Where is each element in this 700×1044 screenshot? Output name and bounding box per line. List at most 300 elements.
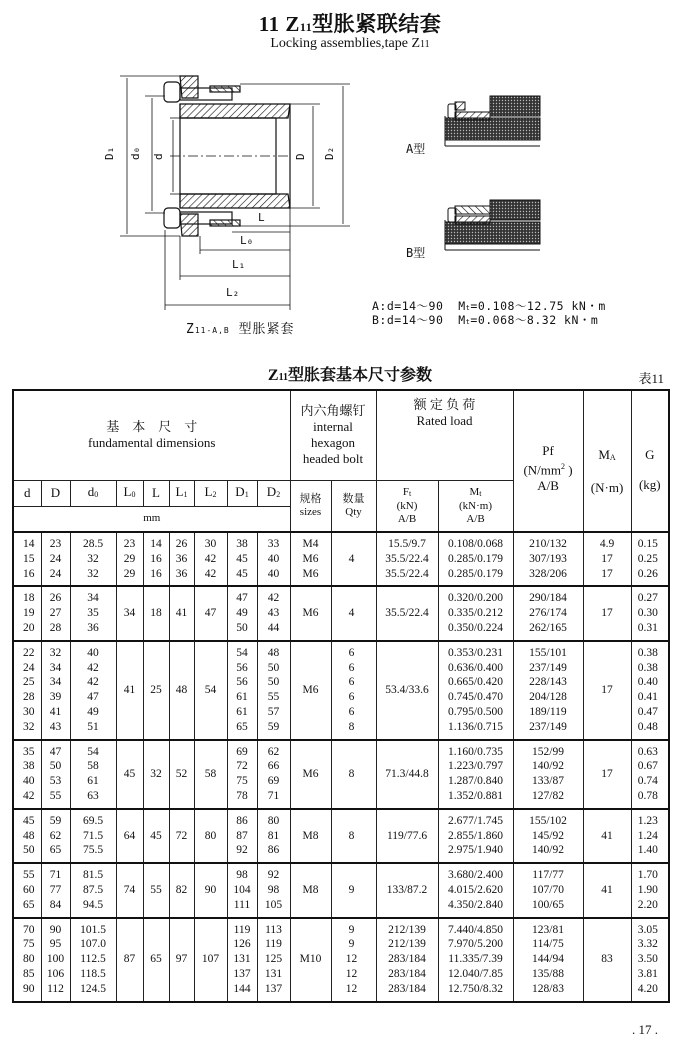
cell-value: 107/70 (532, 883, 564, 896)
cell-value: 55 (23, 869, 35, 882)
cell-value: 87.5 (82, 883, 104, 896)
col-L1-label: L (175, 483, 184, 499)
cell-value: 60 (23, 883, 35, 896)
cell-value: 95 (49, 938, 62, 951)
cell-value: 11.335/7.39 (448, 953, 503, 966)
spec-a-suffix: =0.108～12.75 kN・m (470, 299, 606, 313)
subtitle-text: Locking assemblies,tape Z (270, 36, 421, 51)
cell-sizes (290, 532, 331, 586)
cell-value: 65 (49, 844, 62, 857)
cell-value: 40 (267, 567, 280, 580)
cell-value: 48 (267, 646, 280, 659)
col-L0 (116, 480, 143, 506)
cell-value: 0.31 (637, 621, 658, 634)
header-ma (583, 390, 631, 532)
cell-sizes (290, 863, 331, 917)
ma-label: M (598, 447, 610, 462)
cell-d (13, 918, 41, 1002)
cell-D2 (257, 809, 290, 863)
col-ft-unit: (kN) (396, 499, 418, 512)
cell-value: 0.350/0.224 (448, 621, 503, 634)
cell-value: 72 (236, 760, 248, 773)
cell-value: 23 (49, 538, 62, 550)
cell-value: 35.5/22.4 (385, 607, 429, 620)
cell-value: 50 (23, 844, 35, 857)
cell-value: 0.38 (637, 661, 658, 674)
cell-value: 1.70 (637, 869, 658, 882)
cell-value: 61 (236, 691, 248, 704)
cell-value: 50 (267, 676, 280, 689)
cell-value: 40 (23, 775, 35, 788)
cell-value: 61 (236, 705, 248, 718)
cell-value: 1.24 (637, 829, 658, 842)
cell-value: 50 (49, 760, 62, 773)
cell-value: 9 (348, 923, 355, 936)
table-row-group (13, 586, 669, 640)
page-title (0, 8, 700, 38)
cell-value: 78 (236, 789, 248, 802)
cell-value: 1.23 (637, 814, 658, 827)
cell-value: 58 (204, 767, 217, 780)
cell-value: 0.335/0.212 (448, 607, 503, 620)
cell-sizes (290, 641, 331, 740)
cell-value: 41 (123, 683, 136, 696)
cell-ft (376, 918, 438, 1002)
cell-value: 36 (87, 621, 99, 634)
cell-value: 12 (345, 982, 358, 995)
cell-L0 (116, 586, 143, 640)
cell-value: 65 (236, 720, 248, 733)
label-D2: D₂ (323, 146, 336, 160)
cell-qty (331, 740, 376, 809)
cell-value: 39 (49, 691, 62, 704)
cell-D (41, 532, 70, 586)
cell-D (41, 809, 70, 863)
cell-value: 74 (123, 883, 136, 896)
cell-value: 16 (23, 567, 35, 580)
cell-value: 29 (123, 552, 136, 565)
cell-value: 30 (23, 705, 35, 718)
cell-value: 57 (267, 705, 280, 718)
cell-value: 133/87 (532, 775, 564, 788)
cell-value: 32 (87, 567, 99, 580)
cell-value: 2.20 (637, 898, 658, 911)
cell-value: 72 (175, 829, 188, 842)
spec-b-prefix: B:d=14～90 M (372, 313, 466, 327)
cell-value: M6 (302, 767, 319, 780)
cell-value: 69 (267, 775, 280, 788)
cell-L1 (169, 532, 194, 586)
cell-value: 82 (175, 883, 188, 896)
cell-value: 71.5 (82, 829, 104, 842)
cell-value: 92 (236, 844, 248, 857)
cell-pf (513, 740, 583, 809)
cell-value: 15 (23, 552, 35, 565)
cell-value: 83 (601, 953, 613, 966)
cell-value: 0.74 (637, 775, 658, 788)
cell-value: 212/139 (388, 938, 426, 951)
cell-value: 27 (49, 607, 62, 620)
cell-value: 283/184 (388, 967, 426, 980)
cell-value: 105 (264, 898, 283, 911)
cell-value: 43 (49, 720, 62, 733)
cell-ma (583, 809, 631, 863)
cell-value: 34 (49, 661, 62, 674)
cell-value: 133/87.2 (386, 883, 428, 896)
cell-qty (331, 918, 376, 1002)
caption-cn: 型胀紧套 (229, 322, 295, 337)
cell-sizes (290, 918, 331, 1002)
cell-value: 41 (49, 705, 62, 718)
variant-b-drawing (445, 200, 540, 250)
cell-D (41, 863, 70, 917)
cell-value: 80 (204, 829, 217, 842)
cell-d (13, 809, 41, 863)
cell-g (631, 863, 669, 917)
cell-value: 0.40 (637, 676, 658, 689)
col-d0-sub: 0 (94, 489, 99, 499)
cell-value: 119/77.6 (386, 829, 428, 842)
cell-value: 0.25 (637, 552, 658, 565)
cell-value: 124.5 (80, 982, 106, 995)
col-sizes-cn: 规格 (299, 492, 322, 505)
cell-value: 204/128 (529, 691, 567, 704)
cell-value: 0.665/0.420 (448, 676, 503, 689)
cell-value: 4.350/2.840 (448, 898, 503, 911)
col-sizes-en: sizes (299, 505, 322, 518)
cell-value: 3.50 (637, 953, 658, 966)
cell-d (13, 740, 41, 809)
cell-pf (513, 586, 583, 640)
cell-value: 0.27 (637, 592, 658, 605)
cell-ft (376, 641, 438, 740)
cell-value: 18 (150, 607, 162, 620)
cell-value: 131 (264, 967, 283, 980)
cell-value: 12.040/7.85 (448, 967, 503, 980)
cell-value: 0.795/0.500 (448, 705, 503, 718)
cell-value: 113 (265, 923, 282, 936)
cell-L (143, 586, 169, 640)
cell-value: 86 (236, 814, 248, 827)
cell-value: 62 (49, 829, 62, 842)
cell-value: 15.5/9.7 (388, 538, 426, 550)
header-pf-unit (514, 459, 583, 478)
cell-value: 45 (123, 767, 136, 780)
cell-value: 0.38 (637, 646, 658, 659)
cell-value: 152/99 (532, 745, 564, 758)
cell-mt (438, 740, 513, 809)
cell-value: 19 (23, 607, 35, 620)
cell-value: 4.015/2.620 (448, 883, 503, 896)
cell-value: 66 (267, 760, 280, 773)
cell-value: 155/102 (529, 814, 567, 827)
header-bolt (290, 390, 376, 480)
cell-value: 140/92 (532, 760, 564, 773)
cell-value: 0.285/0.179 (448, 567, 503, 580)
col-mt-unit: (kN·m) (459, 499, 493, 512)
cell-value: 0.285/0.179 (448, 552, 503, 565)
cell-D1 (227, 863, 257, 917)
cell-value: 1.136/0.715 (448, 720, 503, 733)
cell-value: M8 (302, 829, 319, 842)
cell-value: 101.5 (80, 923, 106, 936)
cell-pf (513, 918, 583, 1002)
cell-value: 38 (23, 760, 35, 773)
header-bolt-en-3: headed bolt (302, 451, 364, 467)
header-pf (513, 390, 583, 532)
cell-value: 28 (23, 691, 35, 704)
cell-d0 (70, 918, 116, 1002)
cell-d0 (70, 532, 116, 586)
table-row (13, 809, 669, 863)
cell-value: 3.81 (637, 967, 658, 980)
col-L2-label: L (204, 483, 213, 499)
col-mt-ab: A/B (466, 512, 485, 525)
cell-ma (583, 918, 631, 1002)
cell-value: 45 (236, 552, 248, 565)
cell-L2 (194, 586, 227, 640)
cell-value: 69.5 (82, 814, 104, 827)
cell-value: 32 (87, 552, 99, 565)
cell-value: 81.5 (82, 869, 104, 882)
cell-value: 4 (348, 607, 355, 620)
header-rated-load (376, 390, 513, 480)
cell-value: 104 (233, 883, 251, 896)
cell-d0 (70, 740, 116, 809)
cell-value: 189/119 (529, 705, 567, 718)
col-ft-label (377, 486, 438, 500)
cell-value: 210/132 (529, 538, 567, 550)
cell-value: M10 (299, 953, 322, 966)
cell-value: 24 (23, 661, 35, 674)
cell-sizes (290, 586, 331, 640)
cell-ft (376, 740, 438, 809)
col-D1 (227, 480, 257, 506)
cell-D2 (257, 532, 290, 586)
col-D1-sub: 1 (244, 489, 249, 499)
cell-mt (438, 918, 513, 1002)
cell-value: 59 (267, 720, 280, 733)
cell-value: 114/75 (532, 938, 564, 951)
cell-value: 23 (123, 538, 136, 550)
col-L: L (143, 480, 169, 506)
cell-value: 135/88 (532, 967, 564, 980)
cell-value: 36 (175, 567, 188, 580)
cell-value: 0.67 (637, 760, 658, 773)
cell-g (631, 532, 669, 586)
col-L1 (169, 480, 194, 506)
col-L2 (194, 480, 227, 506)
cell-value: 100 (46, 953, 65, 966)
cell-value: 35 (87, 607, 99, 620)
cell-g (631, 586, 669, 640)
cell-value: 140/92 (532, 844, 564, 857)
label-L2: L₂ (226, 286, 240, 299)
cell-value: 63 (87, 789, 99, 802)
cell-value: 4 (348, 552, 355, 565)
cell-L2 (194, 809, 227, 863)
cell-D1 (227, 809, 257, 863)
cell-value: 7.440/4.850 (448, 923, 503, 936)
cell-value: 0.636/0.400 (448, 661, 503, 674)
cell-value: 128/83 (532, 982, 564, 995)
cell-value: 75 (236, 775, 248, 788)
cell-value: 65 (150, 953, 162, 966)
cell-L2 (194, 641, 227, 740)
cell-value: 85 (23, 967, 35, 980)
cell-value: 34 (123, 607, 136, 620)
cell-value: 17 (601, 607, 613, 620)
cell-value: 127/82 (532, 789, 564, 802)
cell-value: M4 (302, 538, 319, 550)
cell-value: 131 (233, 953, 251, 966)
cell-value: 0.41 (637, 691, 658, 704)
label-d0: d₀ (129, 146, 142, 160)
cell-value: 276/174 (529, 607, 567, 620)
cell-ft (376, 532, 438, 586)
page-number: . 17 . (632, 1022, 658, 1037)
cell-ft (376, 586, 438, 640)
cell-value: 56 (236, 661, 248, 674)
title-subscript: 11 (299, 20, 313, 34)
cell-value: 36 (175, 552, 188, 565)
ma-sub: A (609, 453, 616, 462)
cell-value: 35.5/22.4 (385, 552, 429, 565)
cell-L1 (169, 809, 194, 863)
cell-mt (438, 586, 513, 640)
cell-D1 (227, 918, 257, 1002)
cell-value: 62 (267, 745, 280, 758)
header-pf-ab: A/B (537, 478, 559, 494)
cell-value: 0.30 (637, 607, 658, 620)
cell-value: 107 (201, 953, 220, 966)
cell-value: 43 (267, 607, 280, 620)
cell-value: 126 (233, 938, 251, 951)
cell-value: 6 (348, 661, 355, 674)
header-ma-label (584, 447, 631, 466)
cell-value: 0.26 (637, 567, 658, 580)
cell-ma (583, 586, 631, 640)
cell-value: 16 (150, 567, 162, 580)
cell-value: 1.223/0.797 (448, 760, 503, 773)
cell-value: 14 (150, 538, 162, 550)
cell-L (143, 740, 169, 809)
cell-value: 32 (49, 646, 62, 659)
cell-D2 (257, 641, 290, 740)
cell-value: 262/165 (529, 621, 567, 634)
cell-value: 42 (23, 789, 35, 802)
cell-qty (331, 641, 376, 740)
cell-value: 228/143 (529, 676, 567, 689)
header-bolt-en-1: internal (313, 419, 353, 435)
cell-value: 71 (49, 869, 62, 882)
cell-value: 137 (264, 982, 283, 995)
col-qty-en: Qty (345, 505, 362, 518)
cell-value: 54 (236, 646, 248, 659)
cell-value: 34 (49, 676, 62, 689)
label-d: d (152, 153, 165, 160)
cell-value: 0.353/0.231 (448, 646, 503, 659)
table-row (13, 863, 669, 917)
cell-g (631, 641, 669, 740)
table-title-cn: 型胀套基本尺寸参数 (288, 367, 433, 384)
cell-L (143, 641, 169, 740)
cell-value: 123/81 (532, 923, 564, 936)
subtitle-subscript: 11 (420, 39, 430, 50)
cell-value: 16 (150, 552, 162, 565)
cell-value: 6 (348, 691, 355, 704)
header-fundamental-en: fundamental dimensions (88, 435, 216, 451)
cell-value: 25 (150, 683, 162, 696)
cell-value: 1.90 (637, 883, 658, 896)
cell-L2 (194, 740, 227, 809)
ft-label: F (402, 485, 409, 498)
table-row-group (13, 641, 669, 740)
cell-value: 92 (267, 869, 280, 882)
cell-d (13, 641, 41, 740)
cell-value: 17 (601, 683, 613, 696)
cell-value: 3.680/2.400 (448, 869, 503, 882)
cell-value: 32 (23, 720, 35, 733)
cell-value: 32 (150, 767, 162, 780)
cell-d0 (70, 863, 116, 917)
cell-value: 98 (267, 883, 280, 896)
cell-value: 8 (348, 720, 355, 733)
cell-value: 45 (23, 814, 35, 827)
col-D2 (257, 480, 290, 506)
cell-value: 35 (23, 745, 35, 758)
cell-value: 4.9 (599, 538, 615, 550)
cell-value: 2.677/1.745 (448, 814, 503, 827)
cell-value: 50 (236, 621, 248, 634)
cell-value: 75.5 (82, 844, 104, 857)
col-qty-cn: 数量 (342, 492, 365, 505)
cell-L2 (194, 863, 227, 917)
table-number: 表11 (638, 371, 664, 386)
cell-value: 47 (49, 745, 62, 758)
caption-prefix: Z (186, 322, 195, 337)
cell-value: 9 (348, 938, 355, 951)
col-qty (331, 480, 376, 532)
cell-value: 42 (87, 661, 99, 674)
cell-pf (513, 809, 583, 863)
cell-value: M6 (302, 567, 319, 580)
header-ma-unit: (N·m) (590, 480, 624, 495)
cell-d0 (70, 586, 116, 640)
cell-qty (331, 863, 376, 917)
cell-value: 86 (267, 844, 280, 857)
table-row-group (13, 918, 669, 1002)
unit-mm: mm (13, 506, 290, 532)
cell-pf (513, 863, 583, 917)
cell-D1 (227, 532, 257, 586)
cell-value: 24 (49, 552, 62, 565)
cell-value: 14 (23, 538, 35, 550)
cell-value: 41 (601, 883, 613, 896)
cell-value: 49 (87, 705, 99, 718)
cell-value: 71 (267, 789, 280, 802)
cell-value: 87 (123, 953, 136, 966)
cell-value: 283/184 (388, 982, 426, 995)
cell-L2 (194, 532, 227, 586)
cell-value: 1.352/0.881 (448, 789, 503, 802)
cell-value: 155/101 (529, 646, 567, 659)
cell-value: 237/149 (529, 720, 567, 733)
cell-value: 283/184 (388, 953, 426, 966)
header-load-cn: 额 定 负 荷 (413, 397, 476, 412)
cell-value: M6 (302, 607, 319, 620)
cell-value: 12 (345, 953, 358, 966)
